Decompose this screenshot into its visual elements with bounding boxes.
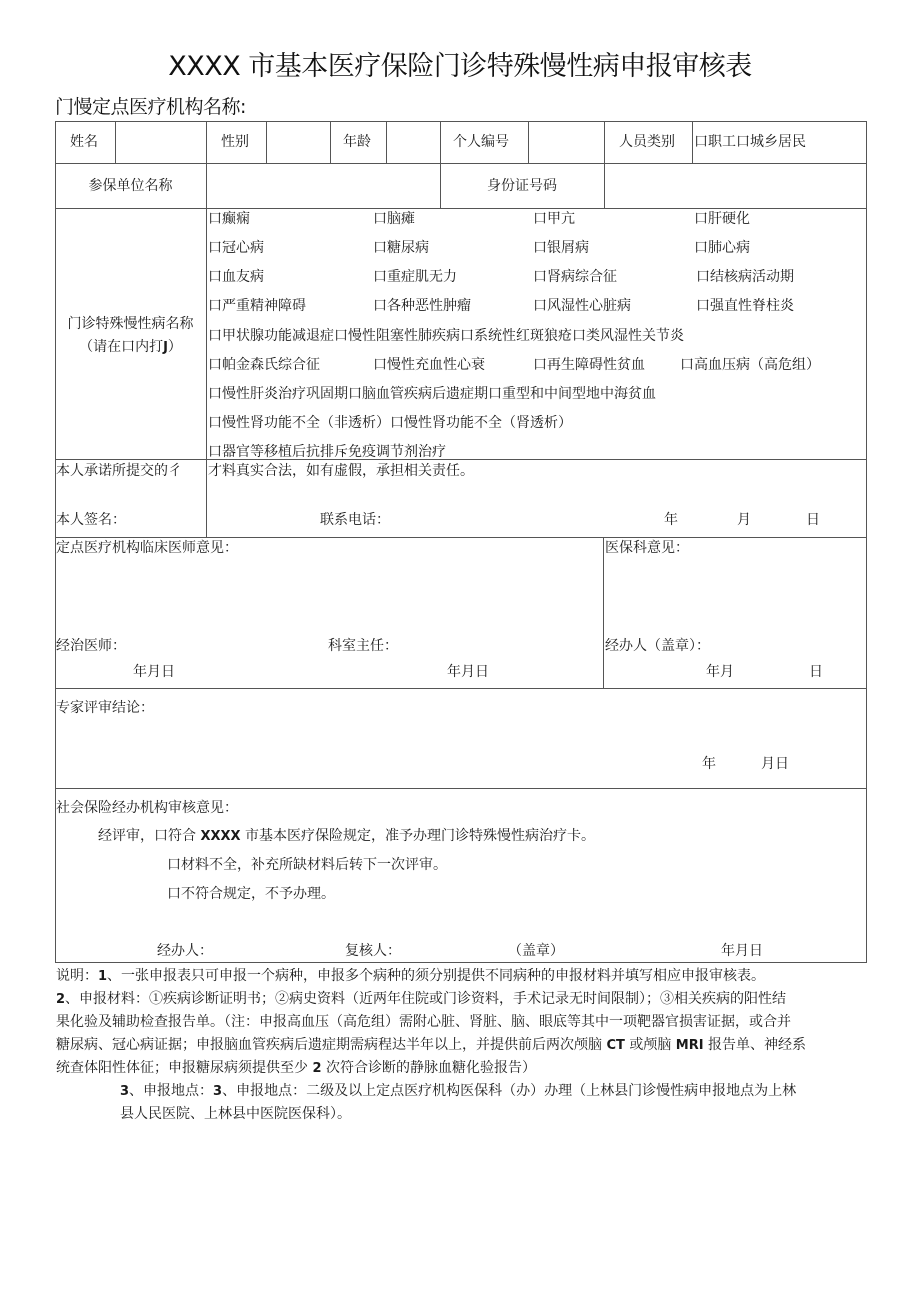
signature-label: 本人签名： [56,512,126,528]
disease-checkbox-line[interactable]: 口甲状腺功能减退症口慢性阻塞性肺疾病口系统性红斑狼疮口类风湿性关节炎 [208,328,684,344]
department-director-label: 科室主任： [328,638,398,654]
insurance-day: 日 [809,664,823,680]
note-number: 3 [213,1084,223,1099]
review-date: 年月日 [721,943,763,959]
pledge-right-text: 才料真实合法，如有虚假，承担相关责任。 [208,463,474,479]
disease-checkbox[interactable]: 口脑瘫 [373,211,415,227]
col-divider [528,121,529,163]
pledge-year: 年 [664,512,678,528]
note-number: 1 [98,969,108,984]
col-divider [604,121,605,208]
gender-field[interactable] [268,123,329,162]
note-number: 2 [312,1061,322,1076]
doctor-date: 年月日 [133,664,175,680]
personal-id-label: 个人编号 [453,134,509,150]
col-divider [206,121,207,459]
name-label: 姓名 [70,134,98,150]
expert-conclusion-label: 专家评审结论： [56,700,154,716]
disease-checkbox[interactable]: 口银屑病 [533,240,589,256]
disease-section-hint [55,338,206,357]
note-line-6 [120,1080,796,1103]
pledge-day: 日 [806,512,820,528]
disease-checkbox[interactable]: 口风湿性心脏病 [533,298,631,314]
review-option-approve[interactable] [98,827,595,846]
col-divider [603,537,604,688]
disease-section-label: 门诊特殊慢性病名称 [67,316,194,332]
note-ct: CT [606,1038,625,1053]
disease-checkbox[interactable]: 口重症肌无力 [373,269,457,285]
note-text: 、申报材料：①疾病诊断证明书；②病史资料（近两年住院或门诊资料，手术记录无时间限制）；③相关疾病的阳性结 [65,991,787,1007]
pledge-month: 月 [737,512,751,528]
review-handler-label: 经办人： [157,943,213,959]
phone-label: 联系电话： [320,512,390,528]
disease-checkbox-line[interactable]: 口器官等移植后抗排斥免疫调节剂治疗 [208,444,446,458]
gender-label: 性别 [221,134,249,150]
doctor-opinion-label: 定点医疗机构临床医师意见： [56,540,238,556]
row-divider [55,537,867,538]
disease-checkbox[interactable]: 口肺心病 [694,240,750,256]
employer-label: 参保单位名称 [88,178,173,194]
review-option-incomplete[interactable]: 口材料不全，补充所缺材料后转下一次评审。 [167,857,447,873]
col-divider [115,121,116,163]
disease-checkbox[interactable]: 口慢性充血性心衰 [373,357,485,373]
pledge-left-text: 本人承诺所提交的彳 [56,463,182,479]
note-line-3: 果化验及辅助检查报告单。（注：申报高血压（高危组）需附心脏、肾脏、脑、眼底等其中一项靶器官损害证据，或合并 [56,1014,791,1030]
note-line-1 [56,965,765,988]
hint-close: ） [167,339,182,355]
insurance-handler-label: 经办人（盖章）： [605,638,710,654]
col-divider [386,121,387,163]
disease-checkbox[interactable]: 口癫痫 [208,211,250,227]
employer-field[interactable] [208,165,439,207]
institution-name-label: 门慢定点医疗机构名称: [55,96,246,118]
col-divider [206,459,207,537]
note-mri: MRI [675,1038,704,1053]
note-text: 、申报地点：二级及以上定点医疗机构医保科（办）办理（上林县门诊慢性病申报地点为上林 [222,1083,797,1099]
note-line-7: 县人民医院、上林县中医院医保科）。 [120,1106,351,1122]
personal-id-field[interactable] [530,123,603,162]
note-text: 、一张申报表只可申报一个病种，申报多个病种的须分别提供不同病种的申报材料并填写相应申报审核表。 [107,968,766,984]
note-line-5 [56,1057,536,1080]
check-mark: J [163,340,168,355]
col-divider [266,121,267,163]
disease-checkbox[interactable]: 口肾病综合征 [533,269,617,285]
social-review-label: 社会保险经办机构审核意见： [56,800,238,816]
name-field[interactable] [117,123,205,162]
age-label: 年龄 [343,134,371,150]
category-label: 人员类别 [619,134,675,150]
disease-checkbox[interactable]: 口各种恶性肿瘤 [373,298,471,314]
note-text: 次符合诊断的静脉血糖化验报告） [325,1060,536,1076]
disease-checkbox-line[interactable]: 口慢性肝炎治疗巩固期口脑血管疾病后遗症期口重型和中间型地中海贫血 [208,386,656,402]
review-option-reject[interactable]: 口不符合规定，不予办理。 [167,886,335,902]
note-prefix: 说明： [56,968,98,984]
row-divider [55,788,867,789]
id-card-label: 身份证号码 [487,178,557,194]
col-divider [692,121,693,163]
approve-prefix: 经评审，口符合 [98,828,196,844]
note-number: 3 [120,1084,130,1099]
note-text: 糖尿病、冠心病证据；申报脑血管疾病后遗症期需病程达半年以上，并提供前后两次颅脑 [56,1037,602,1053]
col-divider [330,121,331,163]
note-text: 报告单、神经系 [708,1037,807,1053]
note-line-2 [56,988,786,1011]
approve-city: XXXX [200,829,241,844]
category-checkboxes[interactable]: 口职工口城乡居民 [694,134,806,150]
director-date: 年月日 [447,664,489,680]
disease-checkbox[interactable]: 口血友病 [208,269,264,285]
expert-year: 年 [702,756,716,772]
note-text: 统查体阳性体征；申报糖尿病须提供至少 [56,1060,308,1076]
approve-suffix: 市基本医疗保险规定，准予办理门诊特殊慢性病治疗卡。 [245,828,595,844]
form-title: XXXX 市基本医疗保险门诊特殊慢性病申报审核表 [168,51,752,82]
disease-checkbox[interactable]: 口帕金森氏综合征 [208,357,320,373]
insurance-dept-label: 医保科意见： [605,540,689,556]
reviewer-label: 复核人： [345,943,401,959]
hint-text: （请在口内打 [79,339,164,355]
seal-label: （盖章） [508,943,564,959]
disease-checkbox-line[interactable]: 口慢性肾功能不全（非透析）口慢性肾功能不全（肾透析） [208,415,572,431]
disease-checkbox[interactable]: 口糖尿病 [373,240,429,256]
row-divider [55,163,867,164]
row-divider [55,459,867,460]
attending-doctor-label: 经治医师： [56,638,126,654]
disease-checkbox[interactable]: 口冠心病 [208,240,264,256]
disease-checkbox[interactable]: 口强直性脊柱炎 [696,298,794,314]
note-text: 或颅脑 [629,1037,672,1053]
disease-checkbox[interactable]: 口肝硬化 [694,211,750,227]
expert-month-day: 月日 [761,756,789,772]
disease-checkbox[interactable]: 口结核病活动期 [696,269,794,285]
note-line-4 [56,1034,806,1057]
note-text: 、申报地点： [129,1083,214,1099]
id-card-field[interactable] [606,165,866,207]
note-number: 2 [56,992,66,1007]
insurance-year-month: 年月 [706,664,734,680]
row-divider [55,208,867,209]
disease-checkbox[interactable]: 口再生障碍性贫血 [533,357,645,373]
age-field[interactable] [388,123,439,162]
row-divider [55,688,867,689]
disease-checkbox[interactable]: 口严重精神障碍 [208,298,306,314]
disease-checkbox[interactable]: 口高血压病（高危组） [680,357,820,373]
disease-checkbox[interactable]: 口甲亢 [533,211,575,227]
